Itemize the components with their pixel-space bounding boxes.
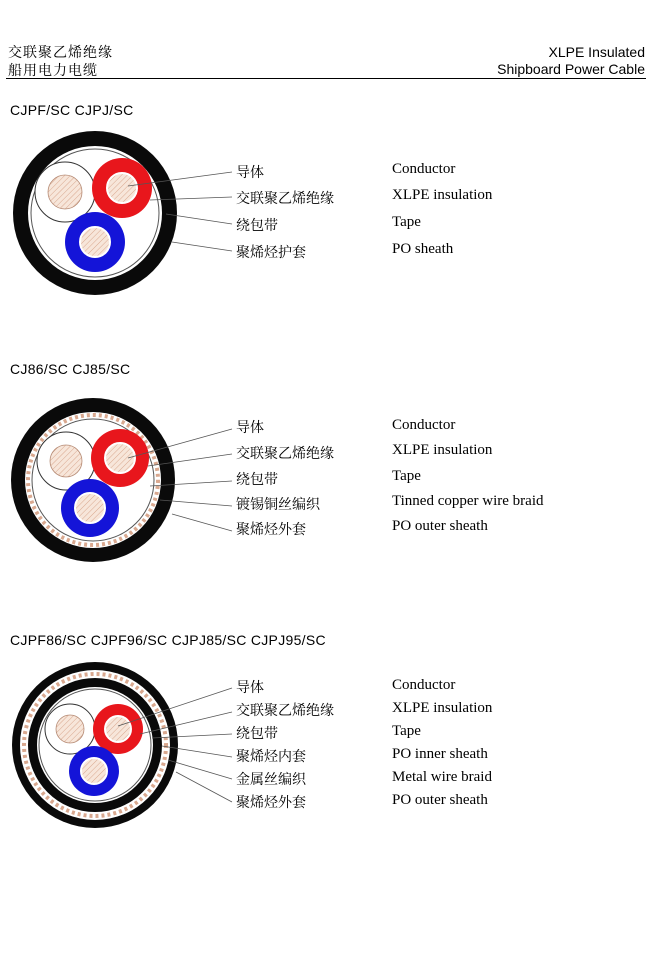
s3-label-cn-braid: 金属丝编织 <box>236 772 306 788</box>
s2-label-cn-insulation: 交联聚乙烯绝缘 <box>236 446 334 462</box>
s1-label-cn-conductor: 导体 <box>236 165 264 181</box>
s3-label-cn-tape: 绕包带 <box>236 726 278 742</box>
s3-label-en-inner-sheath: PO inner sheath <box>392 746 488 762</box>
conductor-red-core <box>105 443 135 473</box>
conductor-blue-core <box>81 758 107 784</box>
s3-label-cn-outer-sheath: 聚烯烃外套 <box>236 795 306 811</box>
s2-label-en-tape: Tape <box>392 468 421 484</box>
conductor-white-core <box>56 715 84 743</box>
s2-label-cn-braid: 镀锡铜丝编织 <box>236 497 320 513</box>
cable-cross-section-1 <box>10 128 180 298</box>
s3-label-cn-inner-sheath: 聚烯烃内套 <box>236 749 306 765</box>
s2-label-en-insulation: XLPE insulation <box>392 442 493 458</box>
title-cn-line1: 交联聚乙烯绝缘 <box>8 45 113 61</box>
conductor-blue-core <box>75 493 105 523</box>
s1-label-en-conductor: Conductor <box>392 161 456 177</box>
s2-label-en-braid: Tinned copper wire braid <box>392 493 544 509</box>
section-1-models: CJPF/SC CJPJ/SC <box>10 102 134 118</box>
s2-label-cn-tape: 绕包带 <box>236 472 278 488</box>
cable-cross-section-3 <box>10 660 180 830</box>
s3-label-cn-conductor: 导体 <box>236 680 264 696</box>
s2-label-en-conductor: Conductor <box>392 417 456 433</box>
s2-label-cn-conductor: 导体 <box>236 420 264 436</box>
conductor-white-core <box>48 175 82 209</box>
s1-label-cn-insulation: 交联聚乙烯绝缘 <box>236 191 334 207</box>
s2-label-cn-outer-sheath: 聚烯烃外套 <box>236 522 306 538</box>
s3-label-en-tape: Tape <box>392 723 421 739</box>
section-2-models: CJ86/SC CJ85/SC <box>10 361 131 377</box>
conductor-white-core <box>50 445 82 477</box>
s1-label-cn-tape: 绕包带 <box>236 218 278 234</box>
s3-label-en-insulation: XLPE insulation <box>392 700 493 716</box>
conductor-blue-core <box>80 227 110 257</box>
s2-label-en-outer-sheath: PO outer sheath <box>392 518 488 534</box>
title-en-line1: XLPE Insulated <box>548 44 645 60</box>
conductor-red-core <box>105 716 131 742</box>
title-en-line2: Shipboard Power Cable <box>497 61 645 77</box>
s1-label-cn-sheath: 聚烯烃护套 <box>236 245 306 261</box>
s3-label-en-braid: Metal wire braid <box>392 769 492 785</box>
s3-label-cn-insulation: 交联聚乙烯绝缘 <box>236 703 334 719</box>
cable-cross-section-2 <box>8 395 178 565</box>
s1-label-en-sheath: PO sheath <box>392 241 454 257</box>
section-3-models: CJPF86/SC CJPF96/SC CJPJ85/SC CJPJ95/SC <box>10 632 326 648</box>
header-rule <box>6 78 646 79</box>
s3-label-en-outer-sheath: PO outer sheath <box>392 792 488 808</box>
s3-label-en-conductor: Conductor <box>392 677 456 693</box>
s1-label-en-tape: Tape <box>392 214 421 230</box>
conductor-red-core <box>107 173 137 203</box>
s1-label-en-insulation: XLPE insulation <box>392 187 493 203</box>
title-cn-line2: 船用电力电缆 <box>8 63 98 79</box>
